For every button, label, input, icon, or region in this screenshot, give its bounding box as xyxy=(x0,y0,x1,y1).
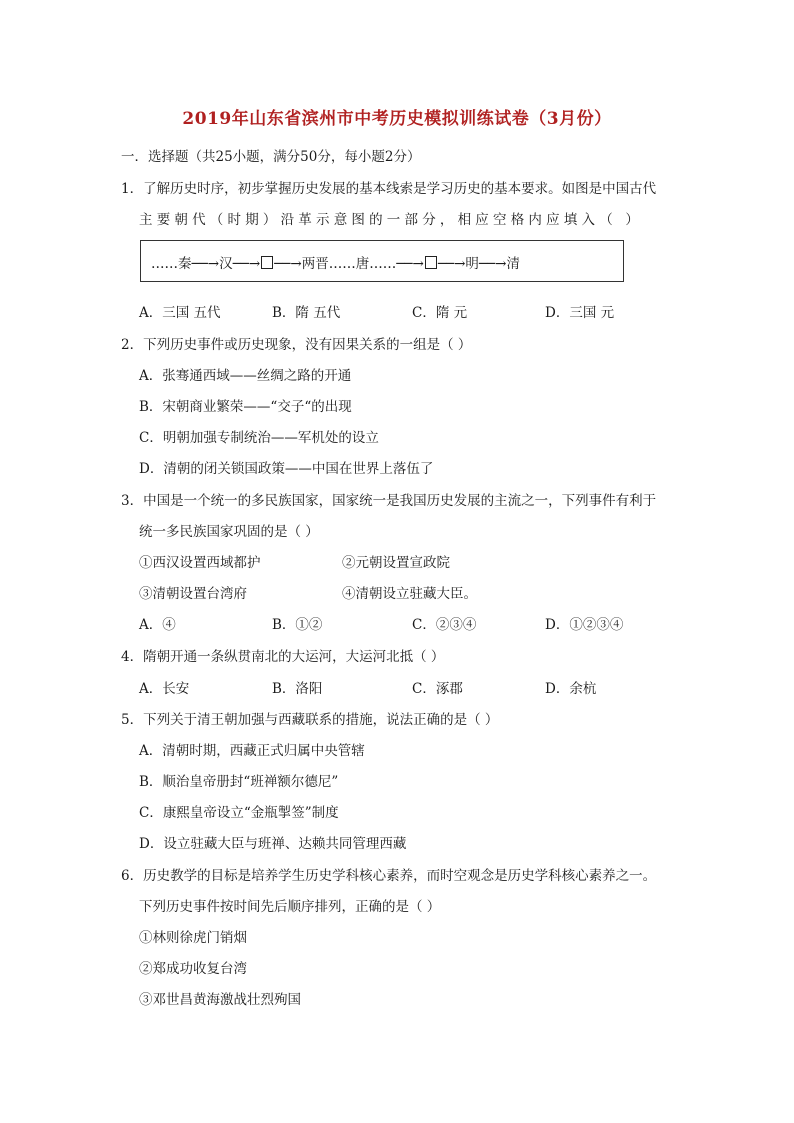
q2-option-b[interactable]: B．宋朝商业繁荣——“交子“的出现 xyxy=(139,399,352,415)
flow-node-jin-tang: ──→两晋……唐…… xyxy=(274,256,397,272)
q3-option-a[interactable]: A．④ xyxy=(139,617,176,633)
blank-box-1 xyxy=(261,256,273,269)
q3-item-3: ③清朝设置台湾府 xyxy=(139,586,247,602)
q5-option-d[interactable]: D．设立驻藏大臣与班禅、达赖共同管理西藏 xyxy=(139,836,407,852)
question-6-stem-cont: 下列历史事件按时间先后顺序排列，正确的是（ ） xyxy=(139,899,441,915)
q1-option-c[interactable]: C．隋 元 xyxy=(412,305,468,321)
q6-item-1: ①林则徐虎门销烟 xyxy=(139,930,247,946)
q3-option-c[interactable]: C．②③④ xyxy=(412,617,477,633)
question-3-stem: 3．中国是一个统一的多民族国家，国家统一是我国历史发展的主流之一，下列事件有利于 xyxy=(121,493,657,509)
q6-item-2: ②郑成功收复台湾 xyxy=(139,961,247,977)
q4-option-c[interactable]: C．涿郡 xyxy=(412,681,463,697)
flow-node-han: ──→汉 xyxy=(191,256,233,272)
flow-arrow: ──→ xyxy=(396,256,424,272)
question-1-stem: 1．了解历史时序，初步掌握历史发展的基本线索是学习历史的基本要求。如图是中国古代 xyxy=(121,181,657,197)
question-5-stem: 5．下列关于清王朝加强与西藏联系的措施，说法正确的是（ ） xyxy=(121,712,499,728)
flow-node-qing: ──→清 xyxy=(478,256,520,272)
q6-item-3: ③邓世昌黄海激战壮烈殉国 xyxy=(139,992,301,1008)
q5-option-a[interactable]: A．清朝时期，西藏正式归属中央管辖 xyxy=(139,743,365,759)
q5-option-b[interactable]: B．顺治皇帝册封“班禅额尔德尼” xyxy=(139,774,339,790)
flow-arrow: ──→ xyxy=(232,256,261,272)
q4-option-d[interactable]: D．余杭 xyxy=(545,681,597,697)
q3-option-b[interactable]: B．①② xyxy=(272,617,323,633)
q4-option-b[interactable]: B．洛阳 xyxy=(272,681,323,697)
question-3-stem-cont: 统一多民族国家巩固的是（ ） xyxy=(139,524,319,540)
page-title: 2019年山东省滨州市中考历史模拟训练试卷（3月份） xyxy=(182,109,612,129)
q1-option-a[interactable]: A．三国 五代 xyxy=(139,305,221,321)
section-heading: 一．选择题（共25小题，满分50分，每小题2分） xyxy=(121,149,421,165)
q2-option-c[interactable]: C．明朝加强专制统治——军机处的设立 xyxy=(139,430,379,446)
flow-node-ming: ──→明 xyxy=(437,256,479,272)
q3-item-4: ④清朝设立驻藏大臣。 xyxy=(342,586,477,602)
q3-item-1: ①西汉设置西域都护 xyxy=(139,555,261,571)
flow-node-qin: ……秦 xyxy=(151,256,192,272)
q1-option-b[interactable]: B．隋 五代 xyxy=(272,305,341,321)
blank-box-2 xyxy=(425,256,437,269)
dynasty-flow-diagram xyxy=(140,240,624,282)
question-4-stem: 4．隋朝开通一条纵贯南北的大运河，大运河北抵（ ） xyxy=(121,649,445,665)
q3-item-2: ②元朝设置宣政院 xyxy=(342,555,450,571)
q2-option-a[interactable]: A．张骞通西域——丝绸之路的开通 xyxy=(139,368,352,384)
q3-option-d[interactable]: D．①②③④ xyxy=(545,617,624,633)
q4-option-a[interactable]: A．长安 xyxy=(139,681,190,697)
q2-option-d[interactable]: D．清朝的闭关锁国政策——中国在世界上落伍了 xyxy=(139,461,434,477)
question-2-stem: 2．下列历史事件或历史现象，没有因果关系的一组是（ ） xyxy=(121,337,472,353)
q5-option-c[interactable]: C．康熙皇帝设立“金瓶掣签”制度 xyxy=(139,805,339,821)
question-6-stem: 6．历史教学的目标是培养学生历史学科核心素养，而时空观念是历史学科核心素养之一。 xyxy=(121,868,657,884)
q1-option-d[interactable]: D．三国 元 xyxy=(545,305,615,321)
question-1-stem-cont: 主要朝代（时期）沿革示意图的一部分，相应空格内应填入（ ） xyxy=(139,212,644,228)
dynasty-flow xyxy=(151,252,520,272)
